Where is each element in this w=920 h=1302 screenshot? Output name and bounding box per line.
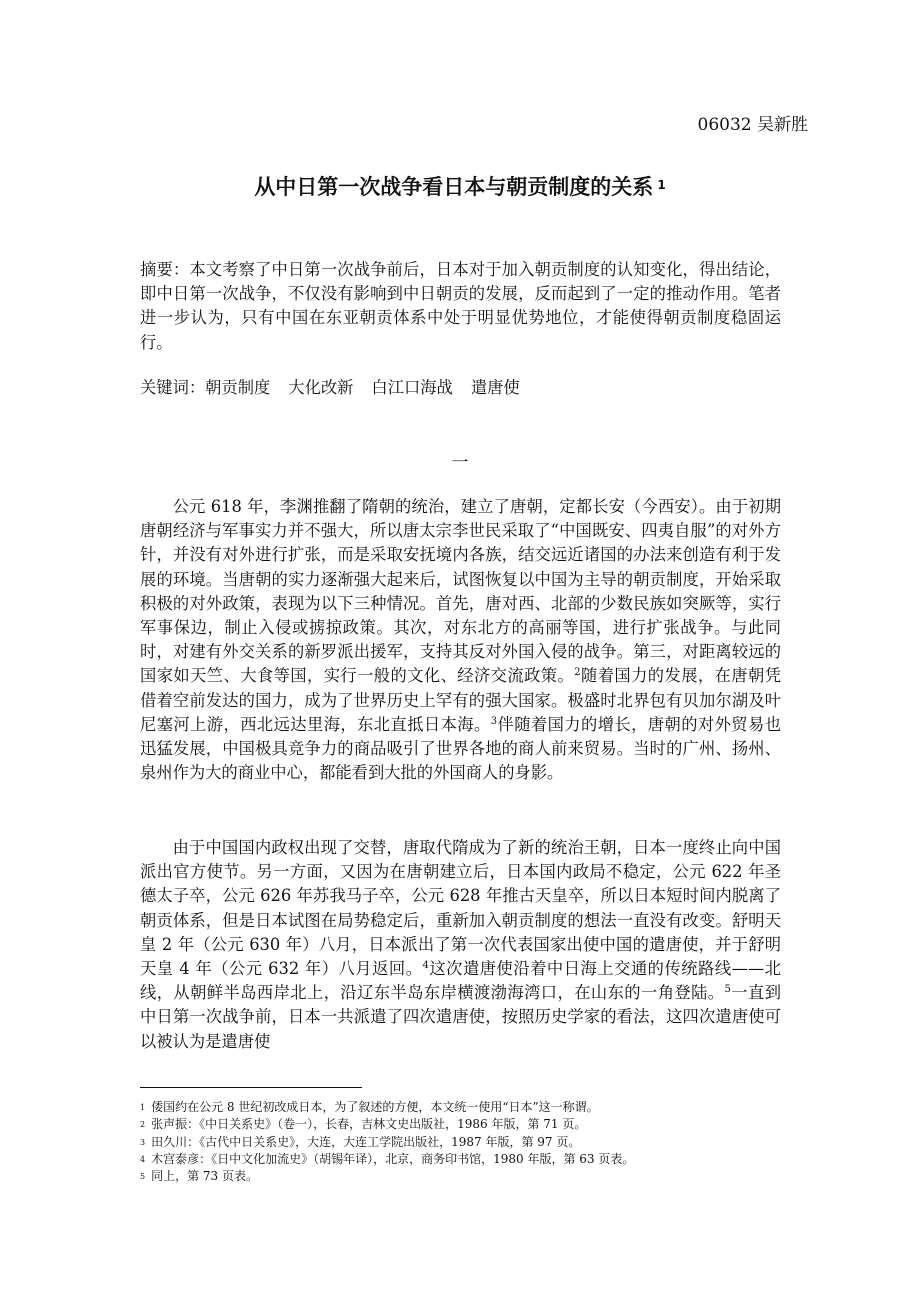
body-paragraph-1 bbox=[140, 495, 781, 785]
footnotes bbox=[140, 1099, 790, 1185]
footnote bbox=[140, 1116, 790, 1133]
footnote bbox=[140, 1168, 790, 1185]
keywords bbox=[140, 376, 781, 400]
abstract-text: 本文考察了中日第一次战争前后，日本对于加入朝贡制度的认知变化，得出结论，即中日第一次战争，不仅没有影响到中日朝贡的发展，反而起到了一定的推动作用。笔者进一步认为，只有中国在东亚朝贡体系中处于明显优势地位，才能使得朝贡制度稳固运行。 bbox=[140, 260, 781, 352]
footnote-ref: 2 bbox=[574, 667, 581, 679]
paper-title bbox=[0, 172, 920, 202]
title-footnote-mark: 1 bbox=[657, 178, 666, 192]
abstract bbox=[140, 258, 781, 355]
paragraph-segment: 随着国力的发展，在唐朝凭借着空前发达的国力，成为了世界历史上罕有的强大国家。极盛时北界包有贝加尔湖及叶尼塞河上游，西北远达里海，东北直抵日本海。 bbox=[140, 666, 781, 734]
body-paragraph-2 bbox=[140, 836, 781, 1054]
footnote-text: 同上，第 73 页表。 bbox=[151, 1169, 258, 1184]
keyword: 白江口海战 bbox=[371, 378, 453, 397]
section-number: 一 bbox=[451, 453, 469, 473]
footnote-text: 田久川：《古代中日关系史》，大连，大连工学院出版社，1987 年版，第 97 页。 bbox=[151, 1134, 581, 1149]
abstract-label: 摘要： bbox=[140, 260, 190, 279]
footnote-number: 3 bbox=[140, 1137, 146, 1147]
paragraph-segment: 一直到中日第一次战争前，日本一共派遣了四次遣唐使，按照历史学家的看法，这四次遣唐使可以被认为是遣唐使 bbox=[140, 983, 781, 1051]
paragraph-segment: 伴随着国力的增长，唐朝的对外贸易也迅猛发展，中国极具竞争力的商品吸引了世界各地的商人前来贸易。当时的广州、扬州、泉州作为大的商业中心，都能看到大批的外国商人的身影。 bbox=[140, 714, 781, 783]
footnote-divider bbox=[140, 1087, 362, 1088]
footnote-text: 木宫泰彦：《日中文化加流史》（胡锡年译），北京，商务印书馆，1980 年版，第 63 页表。 bbox=[151, 1151, 635, 1166]
footnote-text: 倭国约在公元 8 世纪初改成日本，为了叙述的方便，本文统一使用“日本”这一称谓。 bbox=[151, 1100, 599, 1114]
author-line: 06032 吴新胜 bbox=[697, 115, 808, 135]
footnote-ref: 5 bbox=[724, 984, 731, 996]
footnote bbox=[140, 1099, 790, 1116]
footnote bbox=[140, 1134, 790, 1151]
footnote-text: 张声振：《中日关系史》（卷一），长春，吉林文史出版社，1986 年版，第 71 页。 bbox=[151, 1117, 587, 1132]
footnote bbox=[140, 1151, 790, 1168]
footnote-number: 2 bbox=[140, 1120, 146, 1130]
footnote-number: 1 bbox=[140, 1103, 146, 1112]
keyword: 大化改新 bbox=[288, 378, 354, 397]
paragraph-text bbox=[140, 836, 781, 1054]
keyword: 遣唐使 bbox=[470, 378, 520, 397]
paragraph-segment: 公元 618 年，李渊推翻了隋朝的统治，建立了唐朝，定都长安（今西安）。由于初期唐朝经济与军事实力并不强大，所以唐太宗李世民采取了“中国既安、四夷自服”的对外方针，并没有对外进行扩张，而是采取安抚境内各族，结交远近诸国的办法来创造有利于发展的环境。当唐朝的实力逐渐强大起来后，试图恢复以中国为主导的朝贡制度，开始采取积极的对外政策，表现为以下三种情况。首先，唐对西、北部的少数民族如突厥等，实行军事保边，制止入侵或掳掠政策。其次，对东北方的高丽等国，进行扩张战争。与此同时，对建有外交关系的新罗派出援军，支持其反对外国入侵的战争。第三，对距离较远的国家如天竺、大食等国，实行一般的文化、经济交流政策。 bbox=[140, 497, 781, 686]
footnote-ref: 4 bbox=[422, 960, 429, 972]
keywords-label: 关键词： bbox=[140, 378, 206, 397]
paragraph-segment: 由于中国国内政权出现了交替，唐取代隋成为了新的统治王朝，日本一度终止向中国派出官方使节。另一方面，又因为在唐朝建立后，日本国内政局不稳定，公元 622 年圣德太子卒，公元 626 年苏我马子卒，公元 628 年推古天皇卒，所以日本短时间内脱离了朝贡体系，但是日本试图在局势稳定后，重新加入朝贡制度的想法一直没有改变。舒明天皇 2 年（公元 630 年）八月，日本派出了第一次代表国家出使中国的遣唐使，并于舒明天皇 4 年（公元 632 年）八月返回。 bbox=[140, 838, 781, 979]
paragraph-text bbox=[140, 495, 781, 785]
paragraph-segment: 这次遣唐使沿着中日海上交通的传统路线——北线，从朝鲜半岛西岸北上，沿辽东半岛东岸横渡渤海湾口，在山东的一角登陆。 bbox=[140, 959, 781, 1003]
keyword: 朝贡制度 bbox=[205, 378, 271, 397]
footnote-number: 5 bbox=[140, 1172, 146, 1182]
footnote-number: 4 bbox=[140, 1154, 146, 1164]
footnote-ref: 3 bbox=[490, 715, 498, 727]
title-text: 从中日第一次战争看日本与朝贡制度的关系 bbox=[254, 175, 654, 199]
